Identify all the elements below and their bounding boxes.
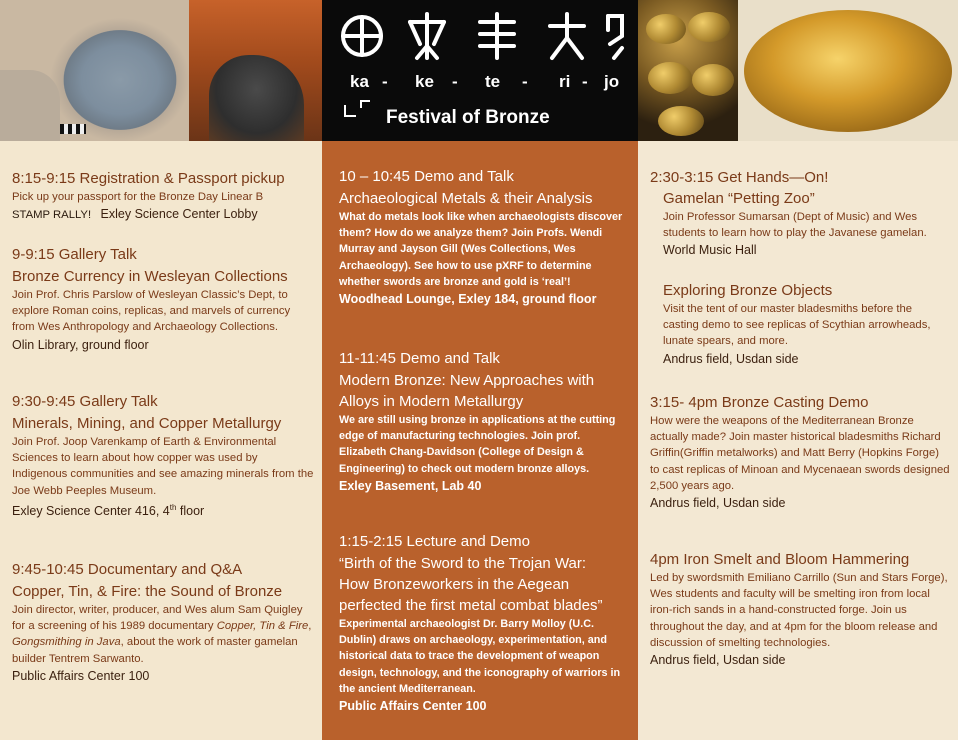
- event-heading: Alloys in Modern Metallurgy: [339, 393, 524, 410]
- event-description: Pick up your passport for the Bronze Day Linear B: [12, 191, 264, 203]
- event-description: Join director, writer, producer, and Wes alum Sam Quigley for a screening of his 1989 documentary Copper, Tin & Fire, Gongsmithing in Java, about the work of master gamelan builder Tentrem Sarwanto.: [12, 604, 312, 665]
- left-column: [0, 141, 322, 740]
- event-time: 4pm Iron Smelt and Bloom Hammering: [650, 551, 910, 568]
- gamelan-photo: [638, 0, 738, 141]
- syllable-ke: ke: [415, 72, 434, 91]
- gong-shape: [688, 12, 730, 42]
- event-description: We are still using bronze in applications at the cutting edge of manufacturing technologies. Join prof. Elizabeth Chang-Davidson (College of Design & Engineering) to check out modern bronze alloys.: [339, 414, 616, 475]
- event-bronze-currency: [12, 244, 314, 354]
- festival-title: Festival of Bronze: [386, 107, 550, 128]
- event-time: 3:15- 4pm Bronze Casting Demo: [650, 394, 869, 411]
- gong-shape: [648, 62, 692, 94]
- syllable-dash: -: [582, 72, 588, 91]
- syllable-dash: -: [452, 72, 458, 91]
- event-heading: Modern Bronze: New Approaches with: [339, 372, 595, 389]
- event-time: 9:45-10:45 Documentary and Q&A: [12, 561, 243, 578]
- event-location: Public Affairs Center 100: [12, 668, 150, 683]
- gong-shape: [646, 14, 686, 44]
- slag-photo: [189, 0, 322, 141]
- event-location: Exley Science Center Lobby: [100, 207, 258, 222]
- event-birth-of-sword: [339, 531, 630, 715]
- event-time: 11-11:45 Demo and Talk: [339, 350, 500, 367]
- event-location: Woodhead Lounge, Exley 184, ground floor: [339, 292, 597, 307]
- event-description: Join Professor Sumarsan (Dept of Music) and Wes students to learn how to play the Javanese gamelan.: [663, 211, 927, 240]
- event-location: Andrus field, Usdan side: [650, 653, 786, 668]
- event-time: 9-9:15 Gallery Talk: [12, 246, 137, 263]
- event-description: How were the weapons of the Mediterranean Bronze actually made? Join master historical bladesmiths Richard Griffin(Griffin metalworks) and Matt Berry (Hopkins Forge) to cast replicas of Minoan and Mycenaean swords designed 2,500 years ago.: [650, 415, 950, 492]
- stamp-rally-label: STAMP RALLY!: [12, 209, 92, 222]
- event-description: Experimental archaeologist Dr. Barry Molloy (U.C. Dublin) draws on archaeology, experimentation, and historical data to trace the development of weapon design, technology, and the iconography of warriors in the ancient Mediterranean.: [339, 618, 621, 695]
- event-location: Olin Library, ground floor: [12, 337, 149, 352]
- event-exploring-bronze: [650, 280, 950, 368]
- syllable-dash: -: [382, 72, 388, 91]
- event-heading: “Birth of the Sword to the Trojan War:: [339, 555, 587, 572]
- slag-shape: [209, 55, 304, 141]
- event-modern-bronze: [339, 348, 630, 495]
- rock-shape: [0, 70, 60, 141]
- title-panel: [322, 0, 638, 141]
- event-heading: Bronze Currency in Wesleyan Collections: [12, 268, 288, 285]
- event-heading: Archaeological Metals & their Analysis: [339, 190, 593, 207]
- event-heading: Gamelan “Petting Zoo”: [663, 190, 815, 207]
- bronze-coin-photo: [0, 0, 189, 141]
- event-iron-smelt: [650, 549, 950, 669]
- event-gamelan: [650, 167, 950, 259]
- linear-b-glyphs: [322, 8, 638, 64]
- event-heading: How Bronzeworkers in the Aegean: [339, 576, 570, 593]
- event-description: Join Prof. Chris Parslow of Wesleyan Classic’s Dept, to explore Roman coins, replicas, and marvels of currency from Wes Anthropology and Archaeology Collections.: [12, 289, 291, 334]
- event-location: Andrus field, Usdan side: [663, 351, 799, 366]
- syllable-te: te: [485, 72, 501, 91]
- event-location: Exley Science Center 416, 4th floor: [12, 502, 205, 518]
- event-minerals: [12, 391, 314, 520]
- event-heading: perfected the first metal combat blades”: [339, 597, 603, 614]
- event-documentary: [12, 559, 314, 685]
- syllable-jo: jo: [604, 72, 620, 91]
- right-column: [638, 141, 958, 740]
- gong-shape: [692, 64, 734, 96]
- event-location: Exley Basement, Lab 40: [339, 478, 482, 493]
- event-time: 2:30-3:15 Get Hands—On!: [650, 169, 829, 186]
- corner-mark: [360, 100, 370, 108]
- event-registration: [12, 168, 314, 223]
- corner-mark: [344, 105, 356, 117]
- scale-bar: [60, 124, 86, 134]
- event-location: World Music Hall: [663, 243, 757, 258]
- event-time: 10 – 10:45 Demo and Talk: [339, 168, 514, 185]
- event-description: Join Prof. Joop Varenkamp of Earth & Environmental Sciences to learn about how copper was used by Indigenous communities and see amazing minerals from the Joe Webb Peeples Museum.: [12, 436, 314, 497]
- event-heading: Exploring Bronze Objects: [663, 282, 833, 299]
- event-heading: 8:15-9:15 Registration & Passport pickup: [12, 170, 285, 187]
- event-description: Led by swordsmith Emiliano Carrillo (Sun and Stars Forge), Wes students and faculty will be smelting iron from local iron-rich sands in a hand-constructed forge. Join us throughout the day, and at 4pm for the bloom release and discussion of smelting technologies.: [650, 572, 948, 649]
- event-bronze-casting: [650, 392, 950, 512]
- syllable-ri: ri: [559, 72, 571, 91]
- event-heading: Copper, Tin, & Fire: the Sound of Bronze: [12, 583, 283, 600]
- middle-column: [322, 141, 638, 740]
- event-description: What do metals look like when archaeologists discover them? How do we analyze them? Join Profs. Wendi Murray and Jayson Gill (Wes Collections, Wes Archaeology). See how to use pXRF to determine whether swords are bronze and gold is ‘real’!: [339, 211, 623, 288]
- header-banner: [0, 0, 958, 141]
- event-time: 1:15-2:15 Lecture and Demo: [339, 533, 530, 550]
- event-location: Public Affairs Center 100: [339, 699, 487, 714]
- event-archaeological-metals: [339, 166, 630, 308]
- event-time: 9:30-9:45 Gallery Talk: [12, 393, 158, 410]
- event-stamp-line: [12, 205, 314, 223]
- gold-seal-photo: [738, 0, 958, 141]
- syllable-dash: -: [522, 72, 528, 91]
- event-heading: Minerals, Mining, and Copper Metallurgy: [12, 415, 282, 432]
- event-location: Andrus field, Usdan side: [650, 496, 786, 511]
- syllable-ka: ka: [350, 72, 369, 91]
- gong-shape: [658, 106, 704, 136]
- gold-seal-gem: [744, 10, 952, 132]
- event-description: Visit the tent of our master bladesmiths before the casting demo to see replicas of Scythian arrowheads, lunate spears, and more.: [663, 303, 931, 348]
